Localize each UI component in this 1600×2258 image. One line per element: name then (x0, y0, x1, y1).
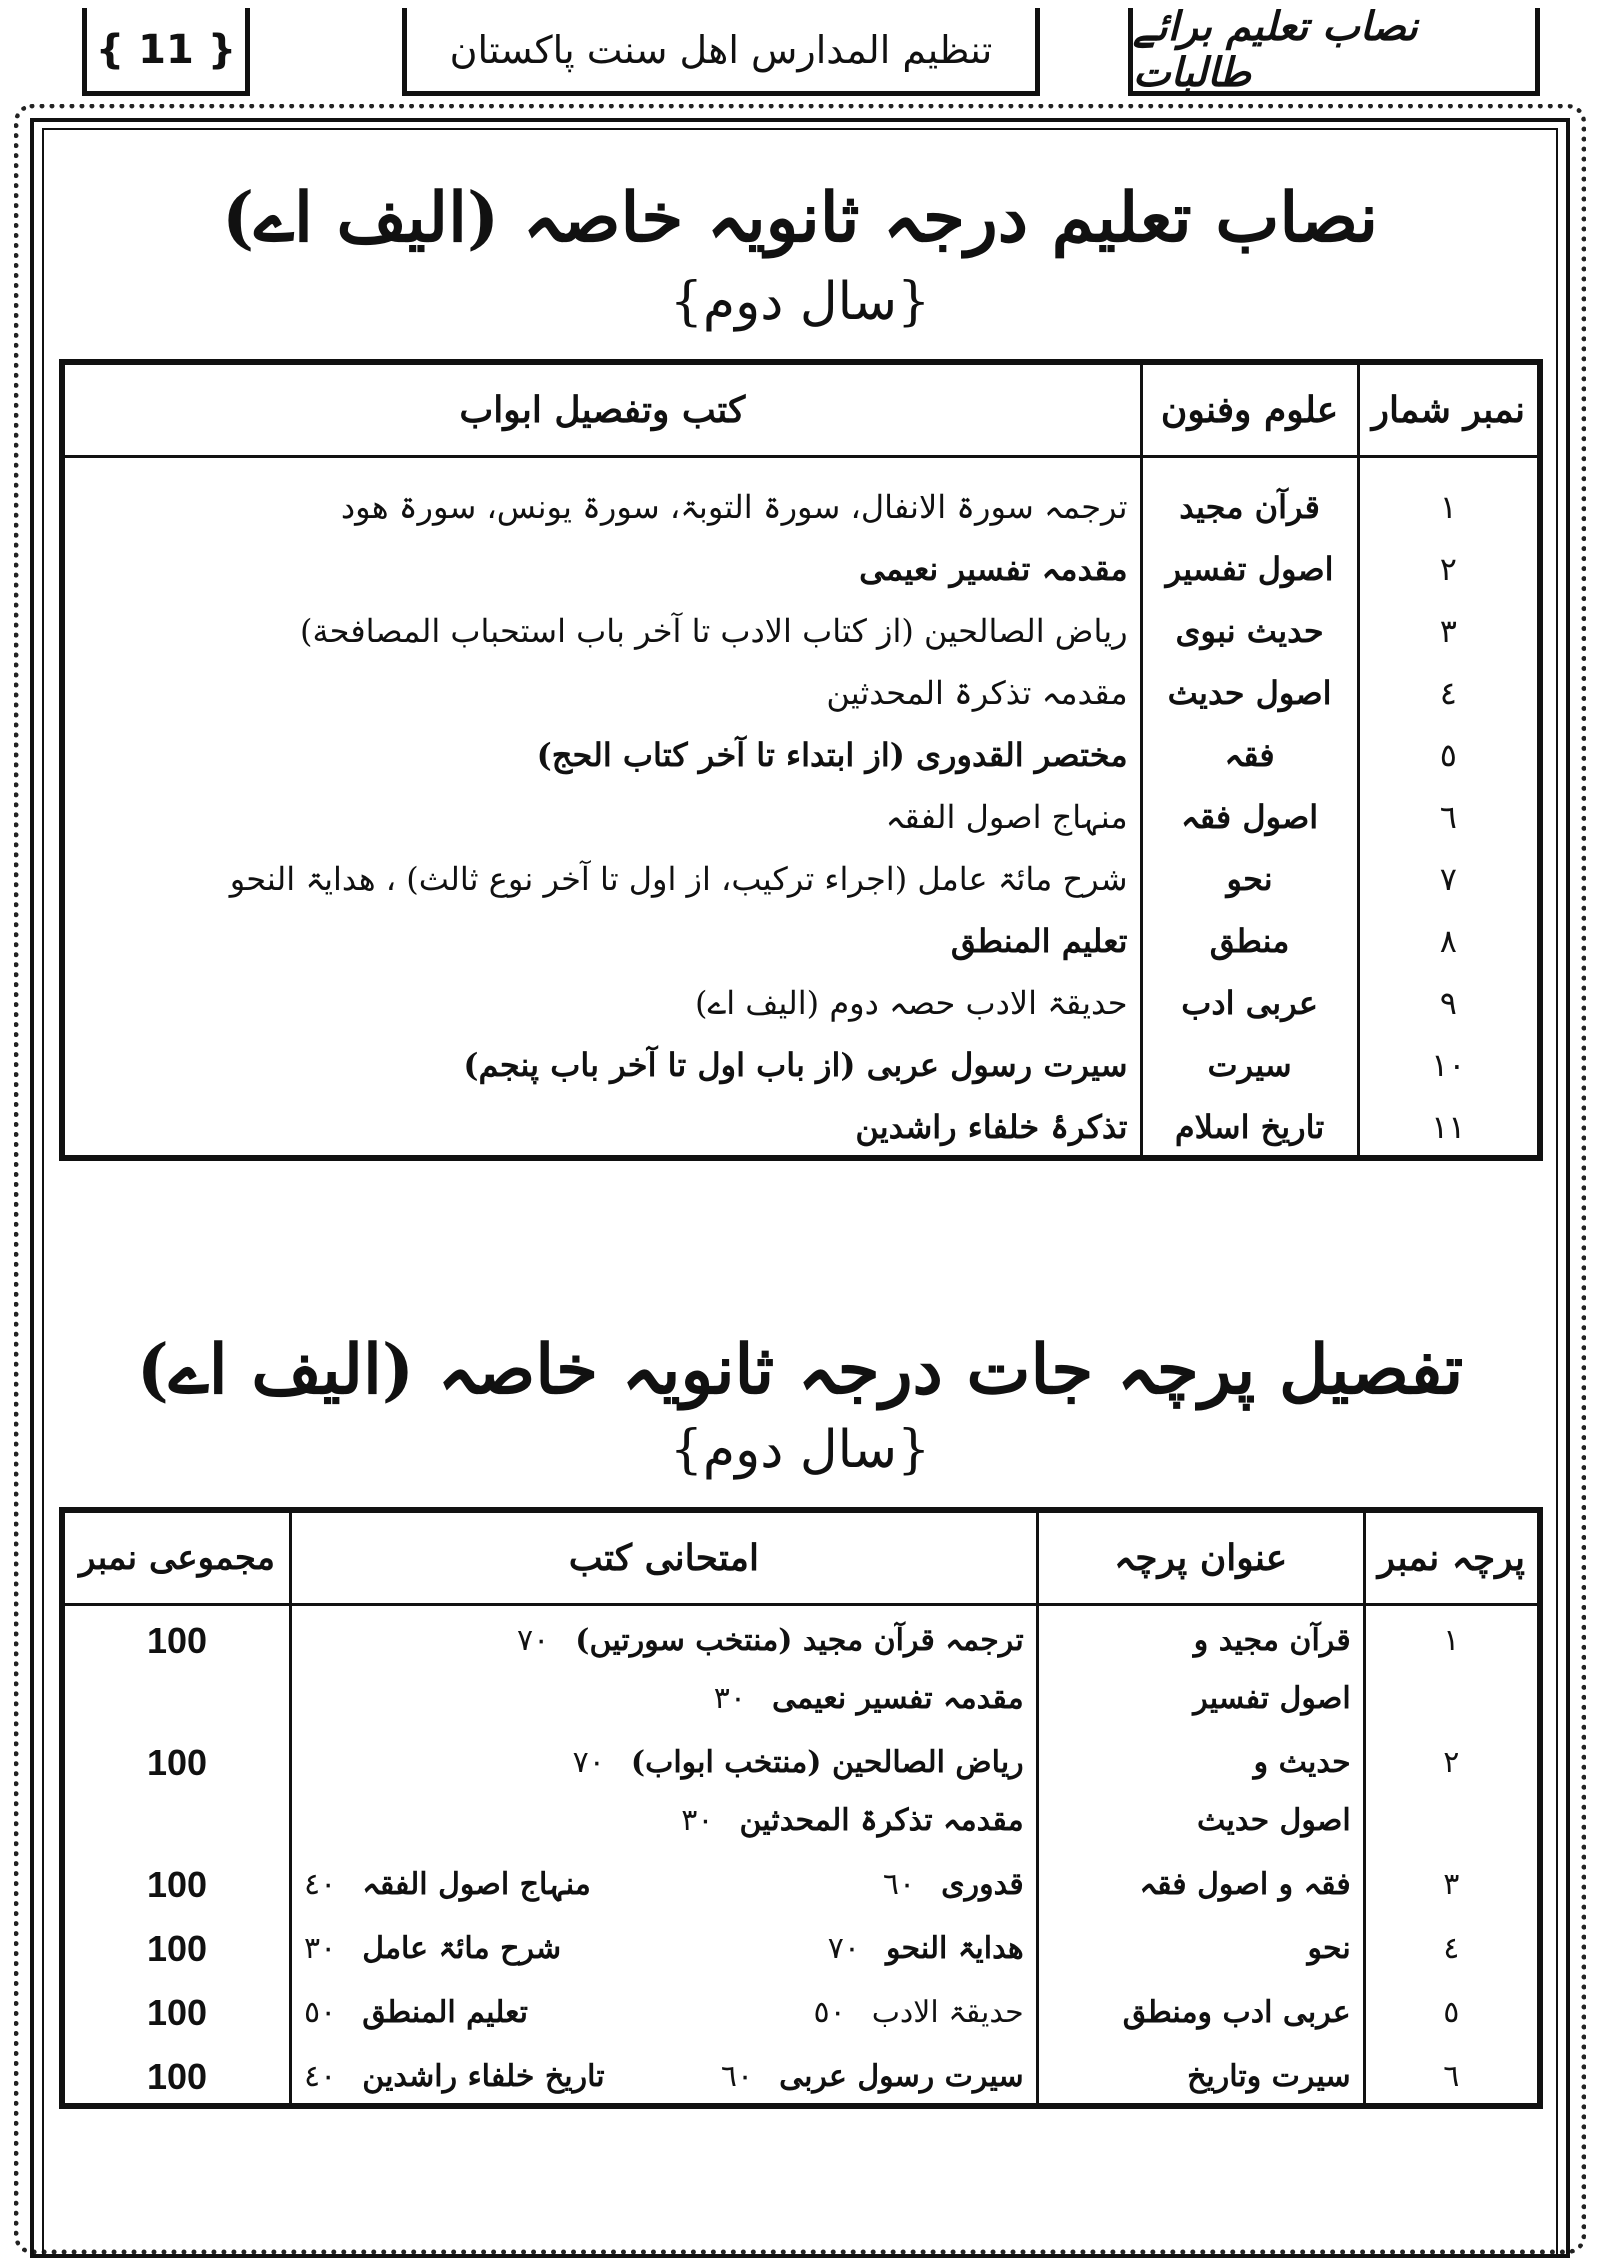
row-subject: اصول تفسیر (1141, 538, 1358, 600)
total-marks: 100 (146, 1992, 208, 2033)
table-row (64, 538, 1539, 600)
exam-book: منہاج اصول الفقہ (362, 1867, 591, 1902)
row-books: مقدمہ تفسیر نعیمی (64, 538, 1142, 600)
row-books: ترجمہ سورۃ الانفال، سورۃ التوبۃ، سورۃ یونس، سورۃ ھود (64, 457, 1142, 539)
book-marks: ٥٠ (813, 1995, 846, 2030)
row-num: ٩ (1358, 972, 1538, 1034)
table-header-row (64, 1512, 1539, 1605)
exam-book: حدیقۃ الادب (871, 1995, 1024, 2030)
header-paper-num: پرچہ نمبر (1364, 1512, 1538, 1605)
book-marks: ٥٠ (304, 1995, 337, 2030)
header-subject: علوم وفنون (1141, 364, 1358, 457)
table-row (64, 1034, 1539, 1096)
row-num: ٧ (1358, 848, 1538, 910)
page-number: { 11 } (82, 8, 250, 96)
syllabus-year: {سال دوم} (669, 272, 931, 332)
book-marks: ٤٠ (304, 2059, 337, 2094)
exam-book: ھدایۃ النحو (886, 1931, 1024, 1966)
exam-book: مقدمہ تفسیر نعیمی (772, 1681, 1024, 1716)
exam-book: مقدمہ تذکرۃ المحدثین (739, 1803, 1024, 1838)
row-subject: حدیث نبوی (1141, 600, 1358, 662)
book-marks: ٧٠ (572, 1745, 605, 1780)
paper-title: عربی ادب ومنطق (1122, 1995, 1351, 2030)
row-subject: اصول حدیث (1141, 662, 1358, 724)
syllabus-table (62, 362, 1540, 1158)
table-row (64, 1096, 1539, 1158)
exam-book: ترجمہ قرآن مجید (منتخب سورتیں) (575, 1623, 1024, 1658)
row-num: ١ (1358, 457, 1538, 539)
total-marks: 100 (146, 1928, 208, 1969)
paper-num: ١ (1443, 1623, 1460, 1658)
header-exam-books: امتحانی کتب (291, 1512, 1038, 1605)
paper-title-2: اصول تفسیر (1193, 1681, 1351, 1716)
paper-num: ٤ (1443, 1931, 1460, 1966)
row-books: ریاض الصالحین (از کتاب الادب تا آخر باب استحباب المصافحة) (64, 600, 1142, 662)
row-subject: قرآن مجید (1141, 457, 1358, 539)
book-marks: ٦٠ (882, 1867, 916, 1902)
exam-book: شرح مائۃ عامل (362, 1931, 562, 1966)
book-marks: ٦٠ (720, 2059, 754, 2094)
paper-title: سیرت وتاریخ (1187, 2059, 1351, 2094)
paper-title: حدیث و (1253, 1745, 1351, 1780)
header-num: نمبر شمار (1358, 364, 1538, 457)
paper-num: ٢ (1443, 1745, 1460, 1780)
row-books: شرح مائۃ عامل (اجراء ترکیب، از اول تا آخر نوع ثالث) ، ھدایۃ النحو (64, 848, 1142, 910)
total-marks: 100 (146, 1742, 208, 1783)
papers-title: تفصیل پرچہ جات درجہ ثانویہ خاصہ (الیف اے) (136, 1330, 1464, 1410)
row-num: ٢ (1358, 538, 1538, 600)
row-num: ٦ (1358, 786, 1538, 848)
book-marks: ٣٠ (681, 1803, 714, 1838)
table-row (64, 662, 1539, 724)
exam-book: ریاض الصالحین (منتخب ابواب) (630, 1745, 1024, 1780)
syllabus-title: نصاب تعلیم درجہ ثانویہ خاصہ (الیف اے) (221, 178, 1379, 258)
papers-year: {سال دوم} (669, 1420, 931, 1480)
exam-book: سیرت رسول عربی (779, 2059, 1024, 2094)
table-row (64, 972, 1539, 1034)
table-row (64, 600, 1539, 662)
row-subject: سیرت (1141, 1034, 1358, 1096)
row-subject: تاریخ اسلام (1141, 1096, 1358, 1158)
row-books: منہاج اصول الفقہ (64, 786, 1142, 848)
book-marks: ٧٠ (517, 1623, 550, 1658)
table-header-row (64, 364, 1539, 457)
book-marks: ٤٠ (304, 1867, 337, 1902)
total-marks: 100 (146, 2056, 208, 2097)
table-row (64, 1850, 1539, 1914)
document-subject: نصاب تعلیم برائے طالبات (1128, 8, 1540, 96)
paper-title: قرآن مجید و (1193, 1623, 1351, 1658)
row-num: ٥ (1358, 724, 1538, 786)
header-books: کتب وتفصیل ابواب (64, 364, 1142, 457)
table-row (64, 910, 1539, 972)
papers-table (62, 1510, 1540, 2106)
exam-book: قدوری (941, 1867, 1024, 1902)
row-num: ٨ (1358, 910, 1538, 972)
paper-title-2: اصول حدیث (1197, 1803, 1351, 1838)
table-row (64, 848, 1539, 910)
header-paper-title: عنوان پرچہ (1037, 1512, 1364, 1605)
paper-num: ٥ (1443, 1995, 1460, 2030)
book-marks: ٣٠ (713, 1681, 747, 1716)
row-books: مختصر القدوری (از ابتداء تا آخر کتاب الحج) (64, 724, 1142, 786)
table-row (64, 457, 1539, 539)
row-num: ٤ (1358, 662, 1538, 724)
book-marks: ٧٠ (827, 1931, 860, 1966)
row-num: ٣ (1358, 600, 1538, 662)
exam-book: تاریخ خلفاء راشدین (362, 2059, 605, 2094)
table-row (64, 1914, 1539, 1978)
table-row (64, 1728, 1539, 1850)
row-num: ١١ (1358, 1096, 1538, 1158)
table-row (64, 1605, 1539, 1729)
row-books: مقدمہ تذکرۃ المحدثین (64, 662, 1142, 724)
table-row (64, 1978, 1539, 2042)
row-books: تعلیم المنطق (64, 910, 1142, 972)
row-subject: نحو (1141, 848, 1358, 910)
exam-book: تعلیم المنطق (362, 1995, 528, 2030)
paper-num: ٣ (1443, 1867, 1460, 1902)
row-subject: فقہ (1141, 724, 1358, 786)
table-row (64, 2042, 1539, 2106)
row-subject: اصول فقہ (1141, 786, 1358, 848)
organization-name: تنظیم المدارس اهل سنت پاکستان (402, 8, 1040, 96)
table-row (64, 724, 1539, 786)
total-marks: 100 (146, 1620, 208, 1661)
book-marks: ٣٠ (304, 1931, 337, 1966)
row-books: تذکرۂ خلفاء راشدین (64, 1096, 1142, 1158)
paper-num: ٦ (1443, 2059, 1460, 2094)
total-marks: 100 (146, 1864, 208, 1905)
paper-title: نحو (1307, 1931, 1351, 1966)
table-row (64, 786, 1539, 848)
header-total: مجموعی نمبر (64, 1512, 291, 1605)
row-books: سیرت رسول عربی (از باب اول تا آخر باب پنجم) (64, 1034, 1142, 1096)
row-subject: منطق (1141, 910, 1358, 972)
row-subject: عربی ادب (1141, 972, 1358, 1034)
paper-title: فقہ و اصول فقہ (1139, 1867, 1351, 1902)
row-num: ١٠ (1358, 1034, 1538, 1096)
row-books: حدیقۃ الادب حصہ دوم (الیف اے) (64, 972, 1142, 1034)
